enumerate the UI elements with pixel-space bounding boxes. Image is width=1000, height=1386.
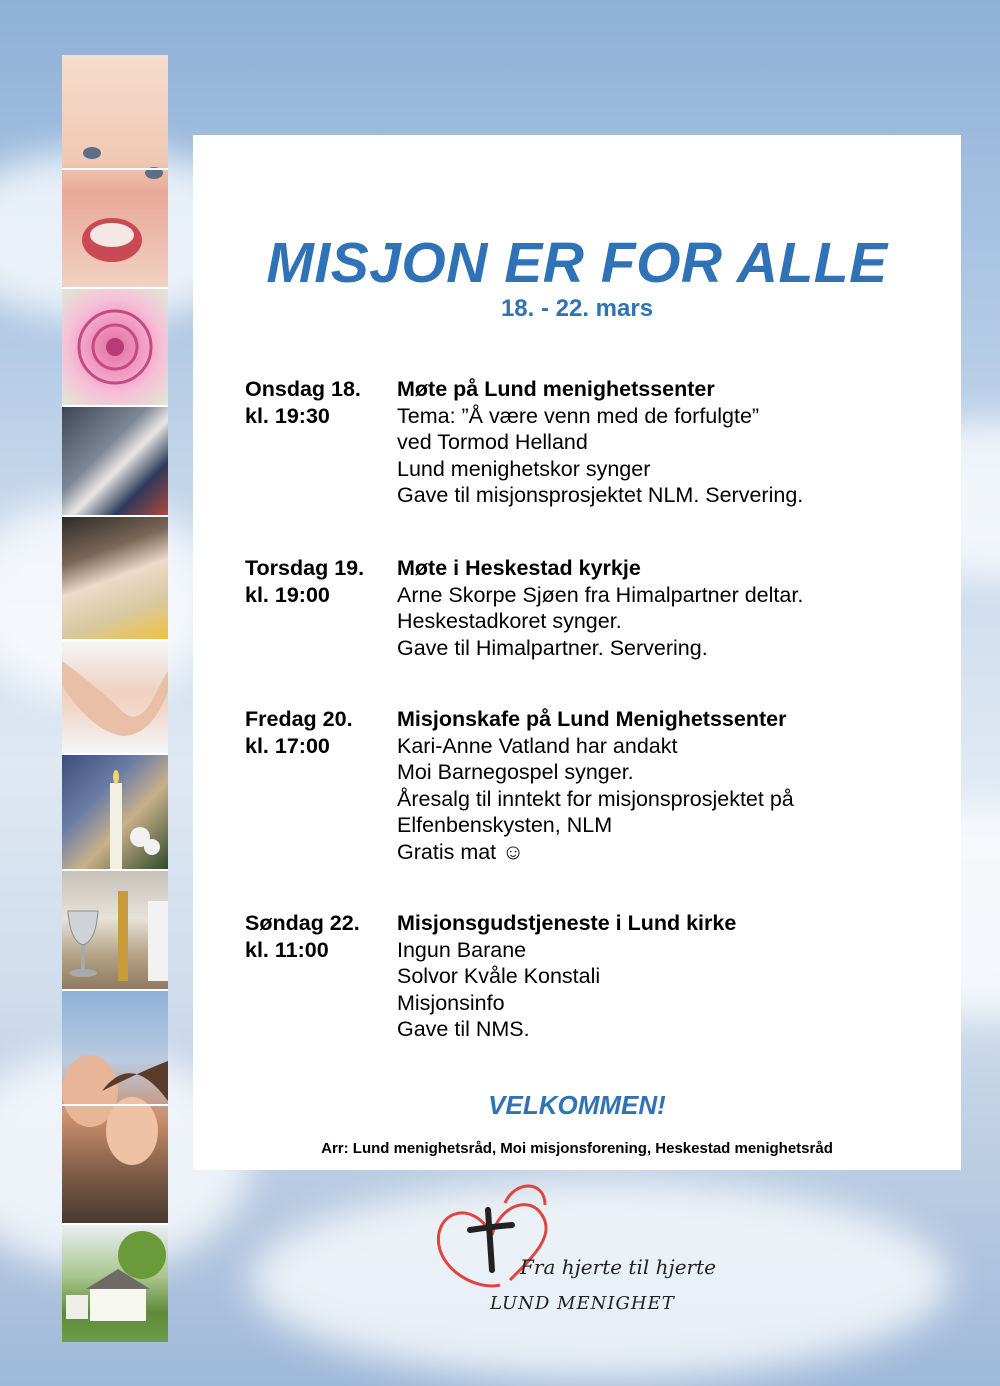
event-time: kl. 17:00	[245, 733, 330, 758]
poster-title: MISJON ER FOR ALLE	[266, 231, 888, 295]
baby-face-icon	[62, 55, 168, 287]
event-line: Tema: ”Å være venn med de forfulgte”	[397, 403, 760, 428]
event-line: Gratis mat ☺	[397, 839, 525, 864]
content-panel	[193, 135, 961, 1170]
event-line: Kari-Anne Vatland har andakt	[397, 733, 678, 758]
event-line: Åresalg til inntekt for misjonsprosjektet på	[397, 786, 794, 811]
event-details	[397, 706, 937, 866]
logo-name: LUND MENIGHET	[490, 1293, 675, 1314]
event-line: Gave til NMS.	[397, 1017, 530, 1042]
chalice-photo	[62, 869, 168, 989]
event-line: Lund menighetskor synger	[397, 456, 651, 481]
event-line: Moi Barnegospel synger.	[397, 760, 634, 785]
event-line: Gave til misjonsprosjektet NLM. Servering.	[397, 483, 804, 508]
couple-photo	[62, 989, 168, 1223]
event-line: Solvor Kvåle Konstali	[397, 964, 601, 989]
event-details	[397, 910, 937, 1043]
event-line: Misjonsinfo	[397, 990, 505, 1015]
event-line: Arne Skorpe Sjøen fra Himalpartner deltar.	[397, 582, 804, 607]
event-day: Onsdag 18.	[245, 377, 361, 401]
chalice-icon	[62, 871, 168, 989]
organizers-text: Arr: Lund menighetsråd, Moi misjonsforening, Heskestad menighetsråd	[321, 1140, 833, 1157]
event-time: kl. 11:00	[245, 937, 329, 962]
welcome-text: VELKOMMEN!	[488, 1090, 666, 1120]
confirmation-photo	[62, 405, 168, 515]
event-day: Torsdag 19.	[245, 556, 365, 580]
event-line: Ingun Barane	[397, 937, 527, 962]
photo-strip	[62, 55, 168, 1340]
event-heading: Misjonskafe på Lund Menighetssenter	[397, 707, 787, 731]
event-day-time	[245, 910, 395, 963]
rose-photo	[62, 287, 168, 405]
event-details	[397, 376, 937, 509]
baby-photo	[62, 55, 168, 287]
event-day-time	[245, 555, 395, 608]
candle-icon	[62, 755, 168, 869]
church-photo	[62, 1223, 168, 1342]
hands-photo	[62, 639, 168, 753]
event-day: Fredag 20.	[245, 707, 353, 731]
candle-photo	[62, 753, 168, 869]
event-line: Gave til Himalpartner. Servering.	[397, 635, 708, 660]
hands-icon	[62, 641, 168, 753]
baptism-photo	[62, 515, 168, 639]
event-day-time	[245, 376, 395, 429]
event-time: kl. 19:30	[245, 403, 330, 428]
event-day-time	[245, 706, 395, 759]
heart-outline-icon	[505, 1186, 545, 1205]
event-time: kl. 19:00	[245, 582, 330, 607]
rose-icon	[62, 289, 168, 405]
event-details	[397, 555, 937, 661]
church-icon	[62, 1225, 168, 1342]
event-line: Elfenbenskysten, NLM	[397, 813, 613, 838]
logo-slogan: Fra hjerte til hjerte	[520, 1255, 716, 1279]
event-heading: Misjonsgudstjeneste i Lund kirke	[397, 911, 737, 935]
event-line: ved Tormod Helland	[397, 430, 588, 455]
event-day: Søndag 22.	[245, 911, 360, 935]
date-range: 18. - 22. mars	[500, 295, 654, 322]
event-heading: Møte i Heskestad kyrkje	[397, 556, 641, 580]
event-heading: Møte på Lund menighetssenter	[397, 377, 715, 401]
couple-icon	[62, 991, 168, 1223]
event-line: Heskestadkoret synger.	[397, 609, 622, 634]
